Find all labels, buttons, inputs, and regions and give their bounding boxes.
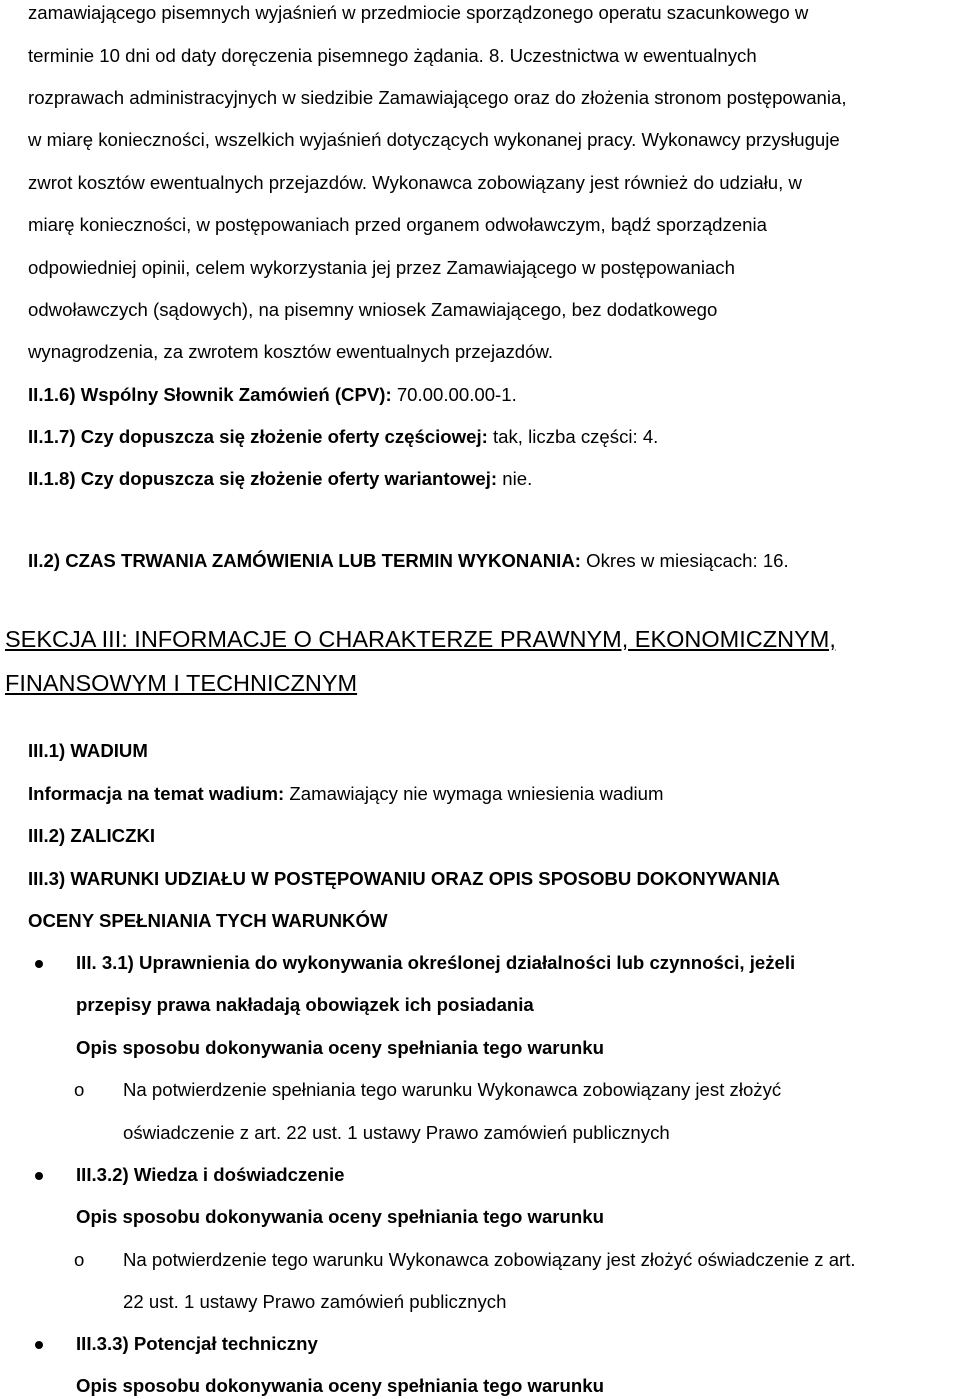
conditions-heading: III.3) WARUNKI UDZIAŁU W POSTĘPOWANIU ORAZ OPIS SPOSOBU DOKONYWANIA [28, 868, 781, 889]
paragraph-line: zamawiającego pisemnych wyjaśnień w przedmiocie sporządzonego operatu szacunkowego w [28, 2, 809, 23]
partial-offer-value: tak, liczba części: 4. [487, 426, 659, 447]
circle-bullet-icon: o [74, 1079, 85, 1100]
variant-offer-value: nie. [497, 468, 533, 489]
paragraph-line: w miarę konieczności, wszelkich wyjaśnień dotyczących wykonanej pracy. Wykonawcy przysługuje [28, 129, 840, 150]
section-title: FINANSOWYM I TECHNICZNYM [5, 670, 358, 696]
conditions-heading: OCENY SPEŁNIANIA TYCH WARUNKÓW [28, 910, 388, 931]
bullet-icon [35, 960, 43, 968]
licenses-item: oświadczenie z art. 22 ust. 1 ustawy Prawo zamówień publicznych [123, 1122, 670, 1143]
cpv-value: 70.00.00.00-1. [391, 384, 517, 405]
duration-value: Okres w miesiącach: 16. [580, 550, 789, 571]
technical-heading: III.3.3) Potencjał techniczny [76, 1333, 318, 1354]
section-title: SEKCJA III: INFORMACJE O CHARAKTERZE PRAWNYM, EKONOMICZNYM, [5, 626, 836, 652]
licenses-item: Na potwierdzenie spełniania tego warunku Wykonawca zobowiązany jest złożyć [123, 1079, 782, 1100]
licenses-subheading: Opis sposobu dokonywania oceny spełniania tego warunku [76, 1037, 604, 1058]
paragraph-line: terminie 10 dni od daty doręczenia pisemnego żądania. 8. Uczestnictwa w ewentualnych [28, 45, 757, 66]
paragraph-line: odwoławczych (sądowych), na pisemny wniosek Zamawiającego, bez dodatkowego [28, 299, 718, 320]
bullet-icon [35, 1341, 43, 1349]
partial-offer-label: II.1.7) Czy dopuszcza się złożenie oferty częściowej: [28, 426, 488, 447]
bullet-icon [35, 1172, 43, 1180]
wadium-line [28, 783, 664, 805]
wadium-heading: III.1) WADIUM [28, 740, 148, 761]
duration-line [28, 550, 789, 572]
paragraph-line: odpowiedniej opinii, celem wykorzystania jej przez Zamawiającego w postępowaniach [28, 257, 735, 278]
variant-offer-label: II.1.8) Czy dopuszcza się złożenie oferty wariantowej: [28, 468, 498, 489]
paragraph-line: zwrot kosztów ewentualnych przejazdów. Wykonawca zobowiązany jest również do udziału, w [28, 172, 802, 193]
licenses-heading: przepisy prawa nakładają obowiązek ich posiadania [76, 994, 534, 1015]
advances-heading: III.2) ZALICZKI [28, 825, 156, 846]
paragraph-line: rozprawach administracyjnych w siedzibie Zamawiającego oraz do złożenia stronom postępowania, [28, 87, 847, 108]
experience-item: Na potwierdzenie tego warunku Wykonawca zobowiązany jest złożyć oświadczenie z art. [123, 1249, 856, 1270]
cpv-label: II.1.6) Wspólny Słownik Zamówień (CPV): [28, 384, 392, 405]
paragraph-line: wynagrodzenia, za zwrotem kosztów ewentualnych przejazdów. [28, 341, 554, 362]
wadium-value: Zamawiający nie wymaga wniesienia wadium [284, 783, 664, 804]
experience-subheading: Opis sposobu dokonywania oceny spełniania tego warunku [76, 1206, 604, 1227]
experience-heading: III.3.2) Wiedza i doświadczenie [76, 1164, 345, 1185]
variant-offer-line [28, 468, 532, 490]
duration-label: II.2) CZAS TRWANIA ZAMÓWIENIA LUB TERMIN WYKONANIA: [28, 550, 581, 571]
paragraph-line: miarę konieczności, w postępowaniach przed organem odwoławczym, bądź sporządzenia [28, 214, 767, 235]
circle-bullet-icon: o [74, 1249, 85, 1270]
experience-item: 22 ust. 1 ustawy Prawo zamówień publicznych [123, 1291, 507, 1312]
cpv-line [28, 384, 517, 406]
technical-subheading: Opis sposobu dokonywania oceny spełniania tego warunku [76, 1375, 604, 1396]
licenses-heading: III. 3.1) Uprawnienia do wykonywania określonej działalności lub czynności, jeżeli [76, 952, 796, 973]
wadium-label: Informacja na temat wadium: [28, 783, 285, 804]
partial-offer-line [28, 426, 658, 448]
